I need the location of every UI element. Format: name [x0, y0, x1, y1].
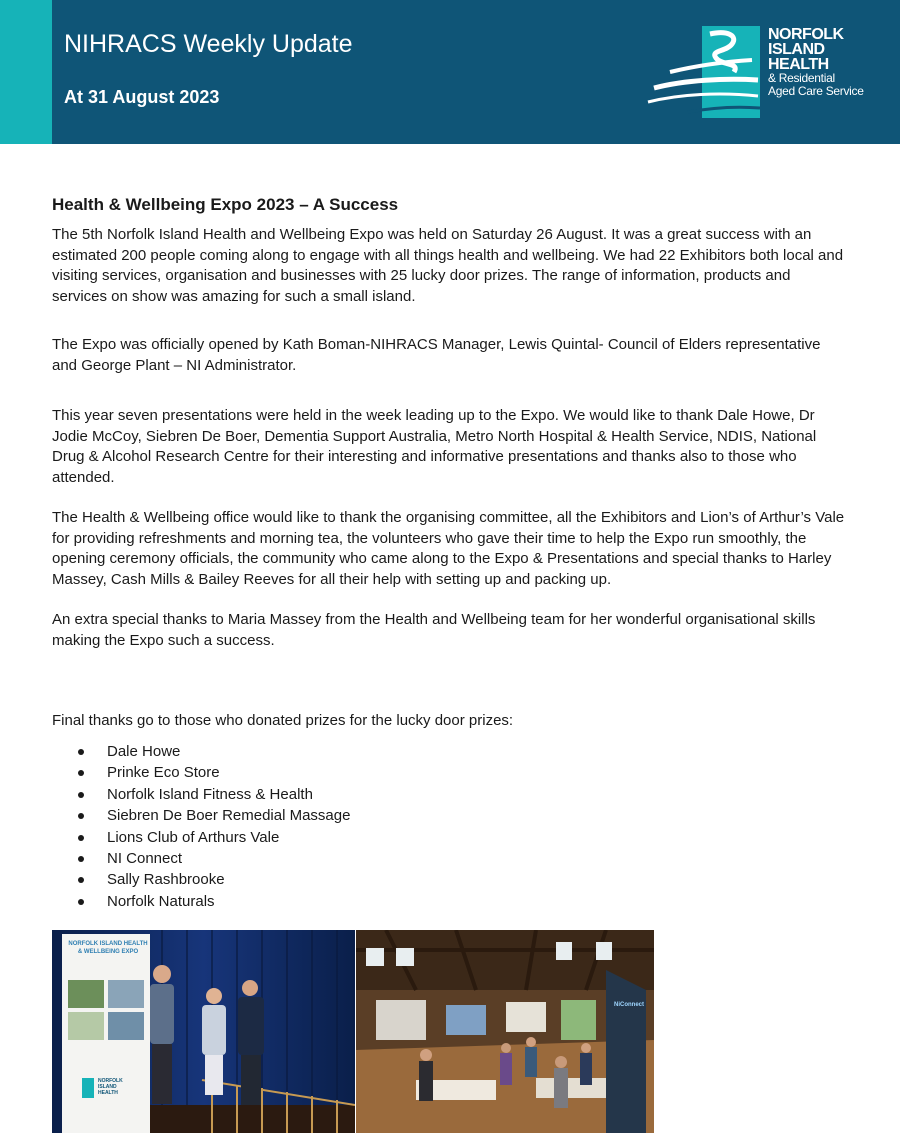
banner-text: NORFOLK ISLAND HEALTH	[68, 941, 148, 947]
page-date: At 31 August 2023	[64, 87, 220, 107]
article-paragraph: This year seven presentations were held in the week leading up to the Expo. We would like to thank Dale Howe, Dr Jodie McCoy, Siebren De Boer, Dementia Support Australia, Metro North Hospital & Health Service, NDIS, National Drug & Alcohol Research Centre for their interesting and informative presentations and thanks also to those who attended.	[52, 407, 817, 486]
article-paragraph: Final thanks go to those who donated prizes for the lucky door prizes:	[52, 712, 514, 729]
list-item-label: Lions Club of Arthurs Vale	[107, 828, 280, 846]
bullet-icon	[78, 813, 84, 819]
prize-donor-list	[52, 741, 350, 912]
header-band	[0, 0, 900, 144]
list-item	[52, 805, 350, 826]
list-item	[52, 827, 350, 848]
list-item-label: Norfolk Naturals	[107, 892, 215, 910]
list-item-label: Norfolk Island Fitness & Health	[107, 785, 313, 803]
logo-text-line: HEALTH	[768, 56, 829, 73]
banner-text: NORFOLK	[98, 1078, 123, 1084]
stage-photo-illustration	[52, 930, 355, 1133]
list-item-label: NI Connect	[107, 850, 183, 868]
logo-text-line: & Residential	[768, 71, 835, 85]
article-paragraph: The 5th Norfolk Island Health and Wellbeing Expo was held on Saturday 26 August. It was a great success with an estimated 200 people coming along to engage with all things health and wellbeing. We had 22 Exhibitors both local and visiting services, organisation and businesses with 25 lucky door prizes. The range of information, products and services on show was amazing for such a small island.	[52, 226, 844, 305]
bullet-icon	[78, 899, 84, 905]
logo-wordmark	[768, 27, 864, 98]
banner-text: NiConnect	[614, 1002, 644, 1008]
list-item	[52, 762, 350, 783]
article-paragraph: The Health & Wellbeing office would like to thank the organising committee, all the Exhibitors and Lion’s of Arthur’s Vale for providing refreshments and morning tea, the volunteers who gave their time to help the Expo run smoothly, the opening ceremony officials, the community who came along to the Expo & Presentations and special thanks to Harley Massey, Cash Mills & Bailey Reeves for all their help with setting up and packing up.	[52, 509, 845, 588]
list-item	[52, 891, 350, 912]
bullet-icon	[78, 877, 84, 883]
header-accent-bar	[0, 0, 52, 144]
article-heading: Health & Wellbeing Expo 2023 – A Success	[52, 195, 399, 214]
logo-text-line: NORFOLK	[768, 26, 844, 43]
banner-logo-text	[98, 1078, 123, 1096]
list-item	[52, 741, 350, 762]
bullet-icon	[78, 749, 84, 755]
bullet-icon	[78, 770, 84, 776]
expo-hall-photo	[356, 930, 654, 1133]
hall-photo-illustration	[356, 930, 654, 1133]
logo-text-line: Aged Care Service	[768, 84, 864, 98]
list-item	[52, 869, 350, 890]
bullet-icon	[78, 856, 84, 862]
list-item-label: Dale Howe	[107, 743, 181, 760]
expo-opening-photo	[52, 930, 355, 1133]
bullet-icon	[78, 792, 84, 798]
list-item-label: Sally Rashbrooke	[107, 871, 225, 889]
article-paragraph: The Expo was officially opened by Kath Boman-NIHRACS Manager, Lewis Quintal- Council of Elders representative and George Plant – NI Administrator.	[52, 336, 821, 374]
banner-text: & WELLBEING EXPO	[77, 949, 139, 955]
bullet-icon	[78, 835, 84, 841]
logo-mark-icon	[640, 22, 768, 122]
list-item-label: Prinke Eco Store	[107, 764, 220, 782]
banner-text: ISLAND	[98, 1084, 117, 1090]
logo-text-line: ISLAND	[768, 41, 825, 58]
expo-banner-title	[66, 940, 150, 956]
norfolk-island-health-logo	[640, 22, 880, 122]
article-paragraph: An extra special thanks to Maria Massey from the Health and Wellbeing team for her wonderful organisational skills making the Expo such a success.	[52, 611, 816, 649]
list-item-label: Siebren De Boer Remedial Massage	[107, 807, 351, 825]
list-item	[52, 848, 350, 869]
banner-text: HEALTH	[98, 1090, 118, 1096]
list-item	[52, 784, 350, 805]
page-title: NIHRACS Weekly Update	[64, 30, 353, 58]
